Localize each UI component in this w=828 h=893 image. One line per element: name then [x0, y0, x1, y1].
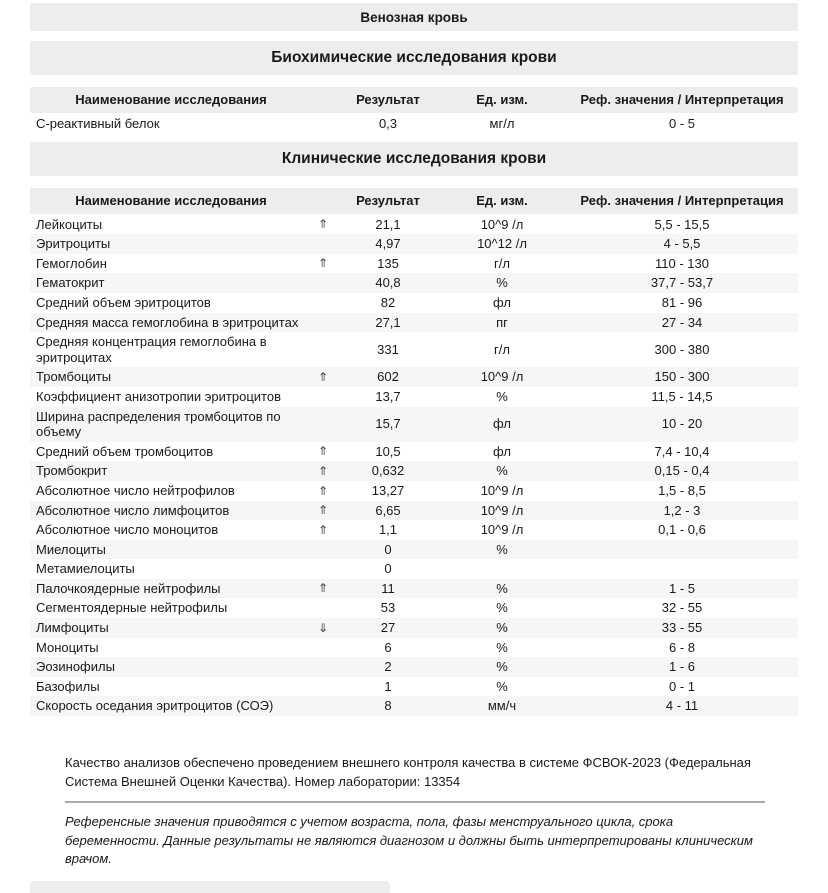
table-body-biochemistry	[30, 114, 798, 134]
test-name: Лимфоциты	[36, 620, 109, 636]
test-name: Сегментоядерные нейтрофилы	[36, 600, 228, 616]
flag-empty	[308, 567, 338, 571]
table-row	[30, 442, 798, 462]
reference-range: 1 - 5	[668, 580, 695, 596]
table-row	[30, 481, 798, 501]
result-value: 0,632	[371, 463, 405, 479]
unit-value: %	[496, 600, 508, 616]
table-row	[30, 520, 798, 540]
table-row	[30, 293, 798, 313]
unit-value: %	[496, 275, 508, 291]
reference-range: 7,4 - 10,4	[654, 443, 710, 459]
reference-range: 150 - 300	[654, 369, 710, 385]
test-name: Абсолютное число нейтрофилов	[36, 482, 235, 498]
trend-up-arrow-icon: ⇑	[317, 463, 329, 478]
reference-range: 0 - 5	[668, 116, 695, 131]
unit-value: 10^12 /л	[477, 236, 527, 252]
flag-empty	[308, 242, 338, 246]
reference-disclaimer-text: Референсные значения приводятся с учетом возраста, пола, фазы менструального цикла, срока беременности. Данные результаты не являются диагнозом и должны быть интерпретированы клиническим врачом.	[65, 813, 753, 867]
result-value: 602	[377, 369, 399, 385]
trend-up-arrow-icon: ⇑	[317, 217, 329, 232]
test-name: Абсолютное число моноцитов	[36, 522, 219, 538]
test-name: Скорость оседания эритроцитов (СОЭ)	[36, 698, 274, 714]
test-name: Средняя масса гемоглобина в эритроцитах	[36, 314, 299, 330]
reference-range: 81 - 96	[661, 294, 703, 310]
unit-value: г/л	[494, 255, 510, 271]
result-value: 40,8	[375, 275, 401, 291]
result-value: 1,1	[378, 522, 398, 538]
section-title-biochemistry: Биохимические исследования крови	[30, 41, 798, 75]
section-biochemistry	[30, 41, 798, 134]
flag-empty	[308, 395, 338, 399]
reference-range: 10 - 20	[661, 416, 703, 432]
table-row	[30, 461, 798, 481]
section-title-clinical: Клинические исследования крови	[30, 142, 798, 176]
unit-value: фл	[493, 294, 511, 310]
column-header-flag-spacer	[308, 98, 338, 102]
table-row	[30, 254, 798, 274]
table-row	[30, 407, 798, 442]
table-row	[30, 114, 798, 134]
test-name: Эозинофилы	[36, 659, 115, 675]
unit-value: мм/ч	[487, 698, 517, 714]
table-row	[30, 559, 798, 579]
test-name: Средний объем тромбоцитов	[36, 443, 214, 459]
unit-value	[438, 567, 566, 571]
result-value: 11	[381, 580, 395, 596]
next-section-partial-bar	[30, 881, 390, 893]
unit-value: 10^9 /л	[480, 482, 524, 498]
table-header	[30, 87, 798, 113]
result-value: 6,65	[375, 502, 401, 518]
flag-empty	[308, 348, 338, 352]
flag-empty	[308, 422, 338, 426]
result-value: 1	[384, 678, 392, 694]
test-name: Метамиелоциты	[36, 561, 135, 577]
unit-value: 10^9 /л	[480, 502, 524, 518]
result-value: 0	[384, 561, 392, 577]
reference-range: 0,15 - 0,4	[654, 463, 710, 479]
trend-up-arrow-icon: ⇑	[317, 256, 329, 271]
table-row	[30, 598, 798, 618]
reference-range: 32 - 55	[661, 600, 703, 616]
table-row	[30, 367, 798, 387]
test-name: Средний объем эритроцитов	[36, 294, 211, 310]
column-header-test-name: Наименование исследования	[75, 92, 267, 108]
table-row	[30, 696, 798, 716]
reference-range: 1 - 6	[668, 659, 695, 675]
reference-range: 1,5 - 8,5	[658, 482, 706, 498]
test-name: Лейкоциты	[36, 216, 103, 232]
table-row	[30, 618, 798, 638]
unit-value: 10^9 /л	[480, 216, 524, 232]
unit-value: %	[496, 541, 508, 557]
result-value: 21,1	[375, 216, 401, 232]
reference-range: 33 - 55	[661, 620, 703, 636]
trend-up-arrow-icon: ⇑	[317, 444, 329, 459]
test-name: Моноциты	[36, 639, 99, 655]
section-clinical	[30, 142, 798, 716]
result-value: 15,7	[375, 416, 401, 432]
test-name: Ширина распределения тромбоцитов по объему	[36, 408, 281, 440]
test-name: Гематокрит	[36, 275, 105, 291]
result-value: 13,27	[371, 482, 405, 498]
table-row	[30, 215, 798, 235]
reference-range: 37,7 - 53,7	[650, 275, 714, 291]
flag-empty	[308, 665, 338, 669]
unit-value: 10^9 /л	[480, 369, 524, 385]
unit-value: %	[496, 639, 508, 655]
column-header-unit: Ед. изм.	[476, 92, 528, 108]
column-header-reference: Реф. значения / Интерпретация	[580, 192, 784, 208]
report-footer	[65, 754, 765, 869]
result-value: 53	[380, 600, 396, 616]
unit-value: %	[496, 659, 508, 675]
reference-range	[566, 547, 798, 551]
trend-up-arrow-icon: ⇑	[317, 581, 329, 596]
result-value: 135	[377, 255, 399, 271]
trend-up-arrow-icon: ⇑	[317, 522, 329, 537]
test-name: Тромбоциты	[36, 369, 112, 385]
unit-value: мг/л	[489, 116, 515, 131]
trend-down-arrow-icon: ⇓	[317, 620, 329, 635]
result-value: 82	[380, 294, 396, 310]
reference-range	[566, 567, 798, 571]
reference-range: 27 - 34	[661, 314, 703, 330]
test-name: Тромбокрит	[36, 463, 108, 479]
reference-range: 4 - 11	[665, 698, 699, 714]
test-name: С-реактивный белок	[36, 116, 160, 131]
unit-value: пг	[496, 314, 508, 330]
flag-empty	[308, 122, 338, 126]
table-row	[30, 501, 798, 521]
result-value: 0,3	[378, 116, 398, 131]
column-header-test-name: Наименование исследования	[75, 192, 267, 208]
column-header-reference: Реф. значения / Интерпретация	[580, 92, 784, 108]
result-value: 4,97	[375, 236, 401, 252]
reference-range: 11,5 - 14,5	[651, 388, 713, 404]
column-header-unit: Ед. изм.	[476, 192, 528, 208]
trend-up-arrow-icon: ⇑	[317, 369, 329, 384]
reference-range: 4 - 5,5	[663, 236, 701, 252]
column-header-flag-spacer	[308, 199, 338, 203]
flag-empty	[308, 645, 338, 649]
trend-up-arrow-icon: ⇑	[317, 483, 329, 498]
unit-value: 10^9 /л	[480, 522, 524, 538]
result-value: 8	[384, 698, 392, 714]
test-name: Миелоциты	[36, 541, 106, 557]
table-row	[30, 332, 798, 367]
result-value: 2	[384, 659, 392, 675]
table-row	[30, 313, 798, 333]
result-value: 331	[377, 341, 399, 357]
unit-value: фл	[493, 443, 511, 459]
result-value: 10,5	[375, 443, 401, 459]
blood-type-header: Венозная кровь	[30, 3, 798, 31]
test-name: Абсолютное число лимфоцитов	[36, 502, 230, 518]
result-value: 27	[380, 620, 396, 636]
test-name: Эритроциты	[36, 236, 111, 252]
unit-value: фл	[493, 416, 511, 432]
table-body-clinical	[30, 215, 798, 716]
unit-value: %	[496, 388, 508, 404]
flag-empty	[308, 685, 338, 689]
flag-empty	[308, 606, 338, 610]
table-row	[30, 273, 798, 293]
result-value: 0	[384, 541, 392, 557]
unit-value: %	[496, 620, 508, 636]
column-header-result: Результат	[356, 192, 420, 208]
flag-empty	[308, 320, 338, 324]
quality-assurance-text: Качество анализов обеспечено проведением внешнего контроля качества в системе ФСВОК-2023 (Федеральная Система Внешней Оценки Качества). Номер лаборатории: 13354	[65, 755, 751, 789]
reference-range: 110 - 130	[655, 255, 709, 271]
flag-empty	[308, 704, 338, 708]
test-name: Базофилы	[36, 678, 100, 694]
reference-range: 0,1 - 0,6	[658, 522, 706, 538]
unit-value: %	[496, 463, 508, 479]
flag-empty	[308, 301, 338, 305]
test-name: Палочкоядерные нейтрофилы	[36, 580, 221, 596]
table-row	[30, 387, 798, 407]
unit-value: %	[496, 678, 508, 694]
reference-range: 5,5 - 15,5	[654, 216, 710, 232]
test-name: Коэффициент анизотропии эритроцитов	[36, 388, 281, 404]
flag-empty	[308, 281, 338, 285]
reference-range: 1,2 - 3	[663, 502, 701, 518]
table-row	[30, 677, 798, 697]
table-row	[30, 638, 798, 658]
reference-range: 0 - 1	[668, 678, 695, 694]
table-header	[30, 188, 798, 214]
table-row	[30, 234, 798, 254]
table-row	[30, 657, 798, 677]
table-row	[30, 540, 798, 560]
unit-value: г/л	[494, 341, 510, 357]
unit-value: %	[496, 580, 508, 596]
table-row	[30, 579, 798, 599]
trend-up-arrow-icon: ⇑	[317, 503, 329, 518]
result-value: 27,1	[375, 314, 401, 330]
footer-divider	[65, 801, 765, 803]
reference-range: 6 - 8	[668, 639, 695, 655]
result-value: 6	[384, 639, 392, 655]
reference-range: 300 - 380	[654, 341, 710, 357]
test-name: Гемоглобин	[36, 255, 107, 271]
test-name: Средняя концентрация гемоглобина в эритроцитах	[36, 334, 267, 365]
column-header-result: Результат	[356, 92, 420, 108]
flag-empty	[308, 547, 338, 551]
result-value: 13,7	[375, 388, 401, 404]
